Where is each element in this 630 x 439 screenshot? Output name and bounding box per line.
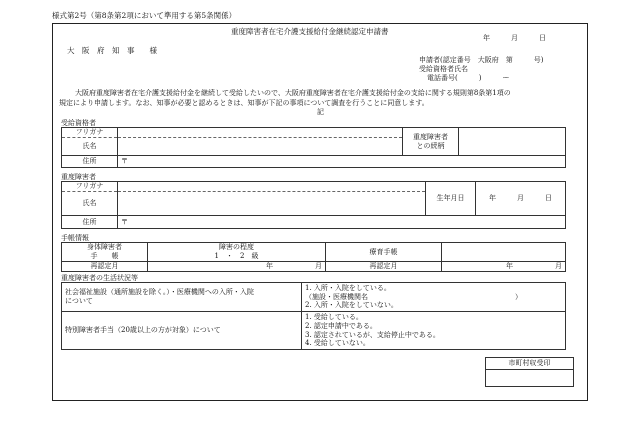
living-table [61,282,566,350]
reissue-value-2[interactable]: 年 月 [442,262,566,272]
disabled-table [61,181,566,229]
recipient-name-label: 氏名 [62,138,118,156]
applicant-name-label: 受給資格者氏名 [419,65,468,73]
allowance-option-4[interactable]: 4. 受給していない。 [305,339,370,348]
reissue-label-2: 再認定月 [326,262,442,272]
birth-date-label: 生年月日 [426,182,476,216]
birth-date-field[interactable]: 年 月 日 [476,182,566,216]
applicant-certification-number: 申請者(認定番号 大阪府 第 号) [419,56,544,64]
postal-mark: 〒 [121,157,128,166]
municipal-receipt-stamp-box [485,357,574,387]
allowance-options[interactable] [302,312,566,350]
recipient-address-field[interactable] [118,156,566,168]
ki-marker: 記 [317,108,324,116]
facility-options[interactable] [302,283,566,312]
statement-line-1: 大阪府重度障害者在宅介護支援給付金を継続して受給したいので、大阪府重度障害者在宅介護支援給付金の支給に関する規則第8条第1項の [75,89,511,97]
facility-option-2[interactable]: 2. 入所・入院をしていない。 [305,301,398,310]
disabled-furigana-label: フリガナ [62,182,118,192]
handbook-table [61,242,566,272]
facility-option-1[interactable]: 1. 入所・入院をしている。 [305,283,391,292]
physical-handbook-label: 身体障害者 手 帳 [62,243,148,262]
recipient-table [61,127,566,168]
municipal-receipt-stamp-label: 市町村収受印 [486,358,573,370]
statement-line-2: 規定により申請します。なお、知事が必要と認めるときは、知事が下記の事項について調査を行うことに同意します。 [59,99,429,107]
form-code: 様式第2号（第8条第2項において準用する第5条関係） [52,11,237,20]
allowance-option-3[interactable]: 3. 認定されているが、支給停止中である。 [305,330,440,339]
handbook-heading: 手帳情報 [61,234,89,242]
recipient-heading: 受給資格者 [61,119,96,127]
allowance-option-2[interactable]: 2. 認定申請中である。 [305,321,377,330]
disabled-name-field[interactable] [118,192,426,216]
application-form [52,23,588,401]
recipient-furigana-field[interactable] [118,128,403,138]
living-heading: 重度障害者の生活状況等 [61,274,138,282]
allowance-question: 特別障害者手当（20歳以上の方が対象）について [62,312,302,350]
form-title: 重度障害者在宅介護支援給付金継続認定申請書 [231,27,389,36]
recipient-address-label: 住所 [62,156,118,168]
addressee: 大 阪 府 知 事 様 [67,46,157,55]
recipient-furigana-label: フリガナ [62,128,118,138]
disabled-address-label: 住所 [62,216,118,229]
facility-question: 社会福祉施設（通所施設を除く。）・医療機関への入所・入院 について [62,283,302,312]
disabled-address-field[interactable] [118,216,566,229]
allowance-option-1[interactable]: 1. 受給している。 [305,313,363,321]
relation-label: 重度障害者 との続柄 [403,128,459,156]
date-line: 年 月 日 [483,34,546,42]
recipient-name-field[interactable] [118,138,403,156]
disability-degree[interactable]: 障害の程度 1 ・ 2 級 [148,243,326,262]
disabled-heading: 重度障害者 [61,173,96,181]
reissue-label-1: 再認定月 [62,262,148,272]
disabled-name-label: 氏名 [62,192,118,216]
facility-name-field[interactable]: （施設・医療機関名 ） [305,292,522,301]
reissue-value-1[interactable]: 年 月 [148,262,326,272]
applicant-phone: 電話番号( ) ー [427,74,510,82]
disabled-furigana-field[interactable] [118,182,426,192]
relation-field[interactable] [459,128,566,156]
rehab-handbook-field[interactable] [442,243,566,262]
rehab-handbook-label: 療育手帳 [326,243,442,262]
postal-mark: 〒 [121,217,128,226]
